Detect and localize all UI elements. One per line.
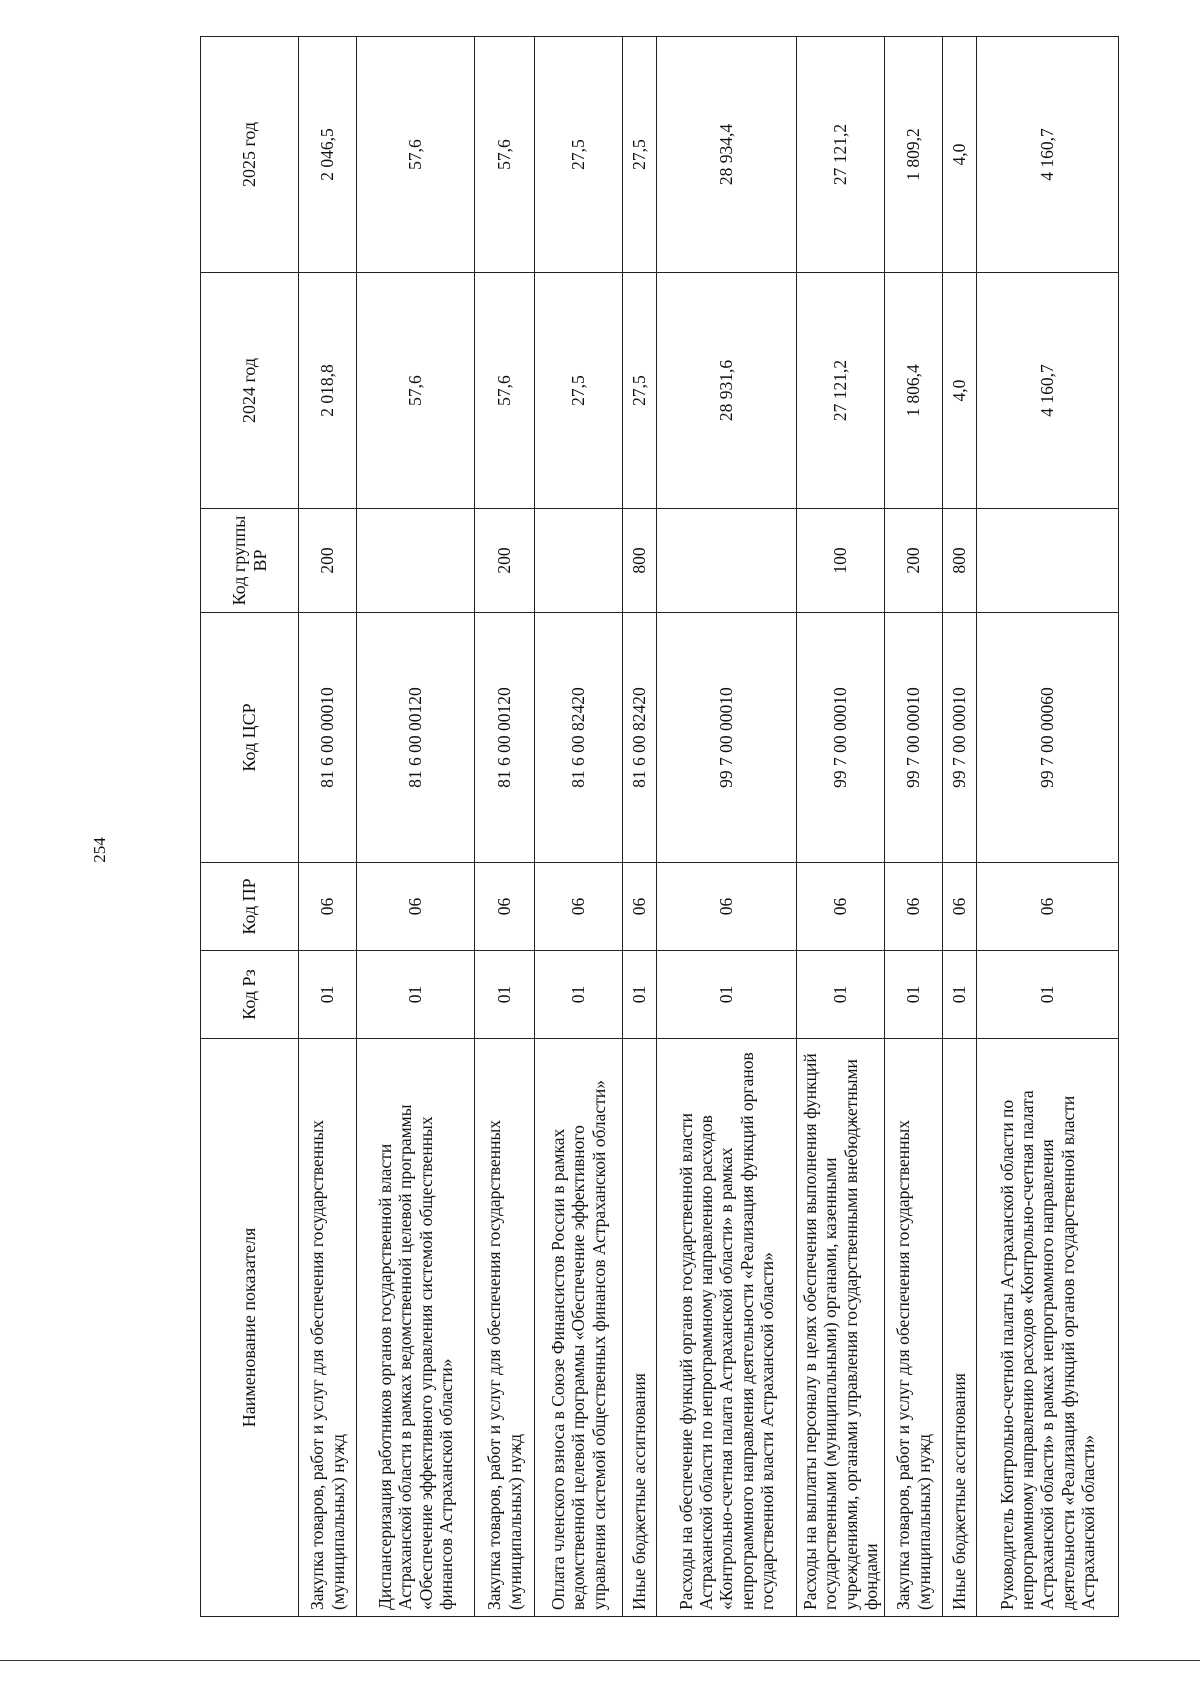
table-row	[885, 37, 943, 1617]
row-vr: 200	[299, 509, 357, 613]
row-name: Руководитель Контрольно-счетной палаты Астраханской области по непрограммному направлению расходов «Контрольно-счетная палата Астраханской области» в рамках непрограммного направления деятельности «Реализация функций органов государственной власти Астраханской области»	[977, 1039, 1119, 1617]
header-name: Наименование показателя	[201, 1039, 299, 1617]
row-rz: 01	[797, 951, 885, 1039]
row-vr: 100	[797, 509, 885, 613]
row-rz: 01	[299, 951, 357, 1039]
row-name: Иные бюджетные ассигнования	[623, 1039, 657, 1617]
row-2025: 27 121,2	[797, 37, 885, 273]
row-csr: 81 6 00 00120	[475, 613, 535, 863]
row-vr	[357, 509, 475, 613]
table-row	[623, 37, 657, 1617]
row-csr: 99 7 00 00010	[797, 613, 885, 863]
row-2024: 4,0	[943, 273, 977, 509]
header-pr: Код ПР	[201, 863, 299, 951]
row-pr: 06	[977, 863, 1119, 951]
table-row	[943, 37, 977, 1617]
row-vr: 200	[885, 509, 943, 613]
row-2025: 4,0	[943, 37, 977, 273]
table-row	[299, 37, 357, 1617]
header-rz: Код Рз	[201, 951, 299, 1039]
row-pr: 06	[885, 863, 943, 951]
row-rz: 01	[357, 951, 475, 1039]
row-2024: 57,6	[475, 273, 535, 509]
table-row	[977, 37, 1119, 1617]
row-2025: 4 160,7	[977, 37, 1119, 273]
row-pr: 06	[535, 863, 623, 951]
row-name: Закупка товаров, работ и услуг для обеспечения государственных (муниципальных) нужд	[475, 1039, 535, 1617]
table-row	[475, 37, 535, 1617]
row-pr: 06	[623, 863, 657, 951]
row-2024: 27,5	[535, 273, 623, 509]
row-2025: 27,5	[535, 37, 623, 273]
row-2024: 1 806,4	[885, 273, 943, 509]
header-2024: 2024 год	[201, 273, 299, 509]
budget-table	[200, 36, 1119, 1617]
row-csr: 81 6 00 82420	[535, 613, 623, 863]
row-2024: 57,6	[357, 273, 475, 509]
table-row	[797, 37, 885, 1617]
row-csr: 81 6 00 82420	[623, 613, 657, 863]
row-csr: 99 7 00 00010	[943, 613, 977, 863]
row-name: Расходы на обеспечение функций органов государственной власти Астраханской области по непрограммному направлению расходов «Контрольно-счетная палата Астраханской области» в рамках непрограммного направления деятельности «Реализация функций органов государственной власти Астраханской области»	[657, 1039, 797, 1617]
row-rz: 01	[657, 951, 797, 1039]
row-name: Диспансеризация работников органов государственной власти Астраханской области в рамках ведомственной целевой программы «Обеспечение эффективного управления системой общественных финансов Астраханской области»	[357, 1039, 475, 1617]
row-rz: 01	[623, 951, 657, 1039]
row-pr: 06	[299, 863, 357, 951]
row-vr	[977, 509, 1119, 613]
row-pr: 06	[797, 863, 885, 951]
row-vr	[535, 509, 623, 613]
row-pr: 06	[357, 863, 475, 951]
row-pr: 06	[943, 863, 977, 951]
row-csr: 99 7 00 00060	[977, 613, 1119, 863]
row-2025: 57,6	[357, 37, 475, 273]
header-2025: 2025 год	[201, 37, 299, 273]
row-pr: 06	[475, 863, 535, 951]
row-2025: 57,6	[475, 37, 535, 273]
row-name: Закупка товаров, работ и услуг для обеспечения государственных (муниципальных) нужд	[885, 1039, 943, 1617]
row-pr: 06	[657, 863, 797, 951]
table-row	[357, 37, 475, 1617]
table-row	[657, 37, 797, 1617]
row-2025: 1 809,2	[885, 37, 943, 273]
header-vr: Код группы ВР	[201, 509, 299, 613]
table-row	[535, 37, 623, 1617]
row-name: Оплата членского взноса в Союзе Финансистов России в рамках ведомственной целевой программы «Обеспечение эффективного управления системой общественных финансов Астраханской области»	[535, 1039, 623, 1617]
row-2025: 2 046,5	[299, 37, 357, 273]
row-vr: 800	[623, 509, 657, 613]
row-csr: 99 7 00 00010	[657, 613, 797, 863]
page-number: 254	[90, 837, 109, 863]
row-2024: 2 018,8	[299, 273, 357, 509]
header-csr: Код ЦСР	[201, 613, 299, 863]
row-2024: 27 121,2	[797, 273, 885, 509]
row-vr	[657, 509, 797, 613]
row-rz: 01	[475, 951, 535, 1039]
row-csr: 81 6 00 00120	[357, 613, 475, 863]
budget-table-container	[200, 37, 1098, 1617]
row-rz: 01	[885, 951, 943, 1039]
row-csr: 81 6 00 00010	[299, 613, 357, 863]
row-2025: 27,5	[623, 37, 657, 273]
row-name: Закупка товаров, работ и услуг для обеспечения государственных (муниципальных) нужд	[299, 1039, 357, 1617]
row-2025: 28 934,4	[657, 37, 797, 273]
table-header-row	[201, 37, 299, 1617]
row-rz: 01	[535, 951, 623, 1039]
row-2024: 28 931,6	[657, 273, 797, 509]
row-csr: 99 7 00 00010	[885, 613, 943, 863]
row-name: Иные бюджетные ассигнования	[943, 1039, 977, 1617]
row-name: Расходы на выплаты персоналу в целях обеспечения выполнения функций государственными (муниципальными) органами, казенными учреждениями, органами управления государственными внебюджетными фондами	[797, 1039, 885, 1617]
page-bottom-rule	[0, 1660, 1200, 1661]
row-rz: 01	[943, 951, 977, 1039]
row-vr: 200	[475, 509, 535, 613]
row-2024: 27,5	[623, 273, 657, 509]
row-rz: 01	[977, 951, 1119, 1039]
row-2024: 4 160,7	[977, 273, 1119, 509]
row-vr: 800	[943, 509, 977, 613]
